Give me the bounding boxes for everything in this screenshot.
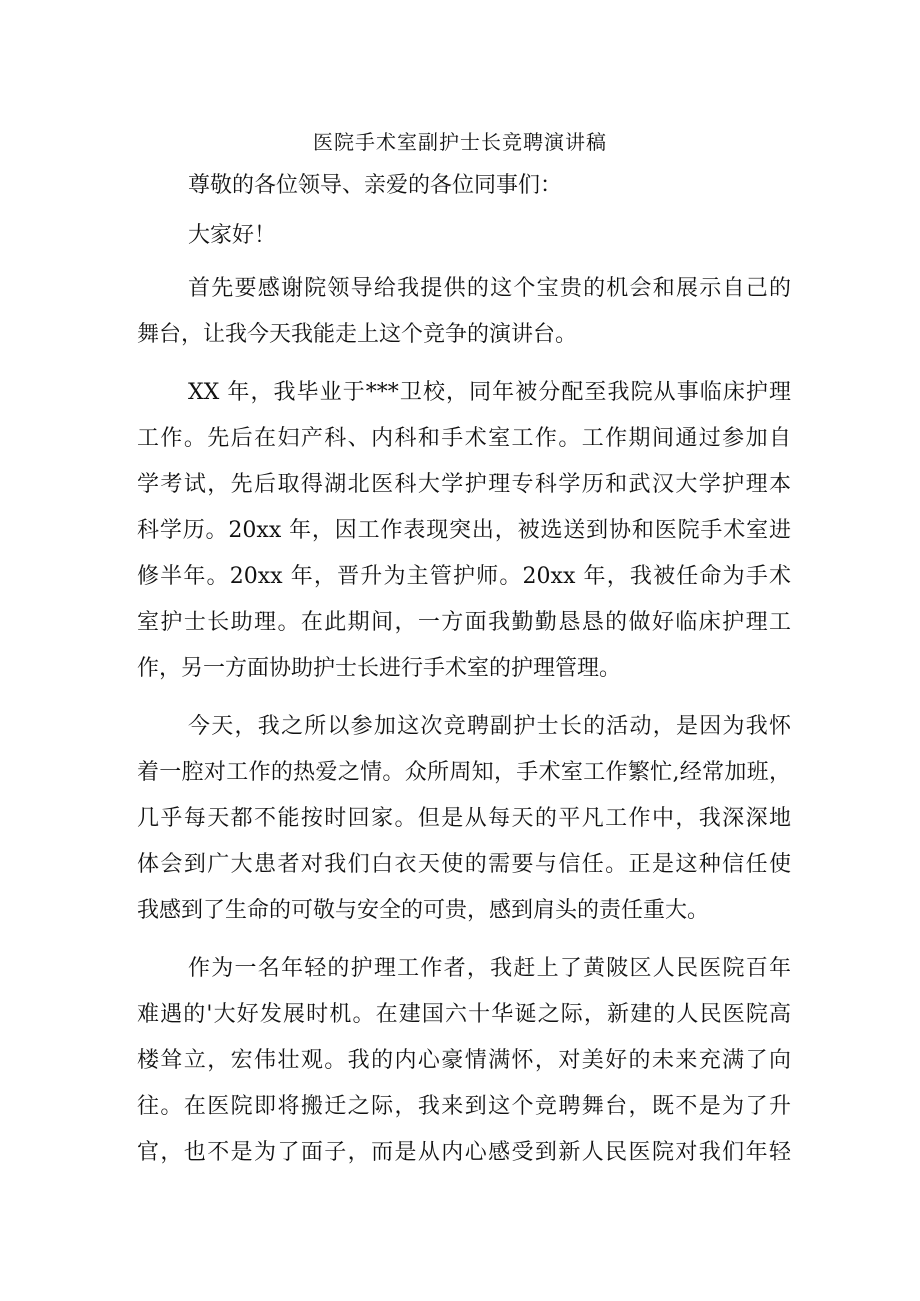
text-line: 室护士长助理。在此期间，一方面我勤勤恳恳的做好临床护理工 xyxy=(137,610,791,635)
text-line: 科学历。20xx 年，因工作表现突出，被选送到协和医院手术室进 xyxy=(137,518,791,543)
greeting: 大家好！ xyxy=(188,223,277,248)
text-line: XX 年，我毕业于***卫校，同年被分配至我院从事临床护理 xyxy=(188,380,791,405)
text-line: 楼耸立，宏伟壮观。我的内心豪情满怀，对美好的未来充满了向 xyxy=(137,1048,791,1073)
text-line: 往。在医院即将搬迁之际，我来到这个竞聘舞台，既不是为了升 xyxy=(137,1094,791,1119)
text-line: 今天，我之所以参加这次竞聘副护士长的活动，是因为我怀 xyxy=(188,714,791,739)
paragraph xyxy=(137,704,791,934)
text-line: 作，另一方面协助护士长进行手术室的护理管理。 xyxy=(137,656,622,681)
text-line: 几乎每天都不能按时回家。但是从每天的平凡工作中，我深深地 xyxy=(137,806,791,831)
paragraph xyxy=(137,946,791,1176)
text-line: 工作。先后在妇产科、内科和手术室工作。工作期间通过参加自 xyxy=(137,426,791,451)
paragraph xyxy=(137,370,791,692)
text-line: 学考试，先后取得湖北医科大学护理专科学历和武汉大学护理本 xyxy=(137,472,791,497)
text-line: 舞台，让我今天我能走上这个竞争的演讲台。 xyxy=(137,322,578,347)
text-line: 首先要感谢院领导给我提供的这个宝贵的机会和展示自己的 xyxy=(188,276,791,301)
text-line: 我感到了生命的可敬与安全的可贵，感到肩头的责任重大。 xyxy=(137,898,710,923)
document-body xyxy=(137,266,791,1188)
text-line: 作为一名年轻的护理工作者，我赶上了黄陂区人民医院百年 xyxy=(188,956,791,981)
text-line: 难遇的'大好发展时机。在建国六十华诞之际，新建的人民医院高 xyxy=(137,1002,791,1027)
salutation: 尊敬的各位领导、亲爱的各位同事们： xyxy=(188,173,563,198)
paragraph xyxy=(137,266,791,358)
text-line: 修半年。20xx 年，晋升为主管护师。20xx 年，我被任命为手术 xyxy=(137,564,791,589)
page-title: 医院手术室副护士长竞聘演讲稿 xyxy=(313,130,607,154)
text-line: 着一腔对工作的热爱之情。众所周知，手术室工作繁忙,经常加班， xyxy=(137,760,791,785)
text-line: 官，也不是为了面子，而是从内心感受到新人民医院对我们年轻 xyxy=(137,1140,791,1165)
text-line: 体会到广大患者对我们白衣天使的需要与信任。正是这种信任使 xyxy=(137,852,791,877)
